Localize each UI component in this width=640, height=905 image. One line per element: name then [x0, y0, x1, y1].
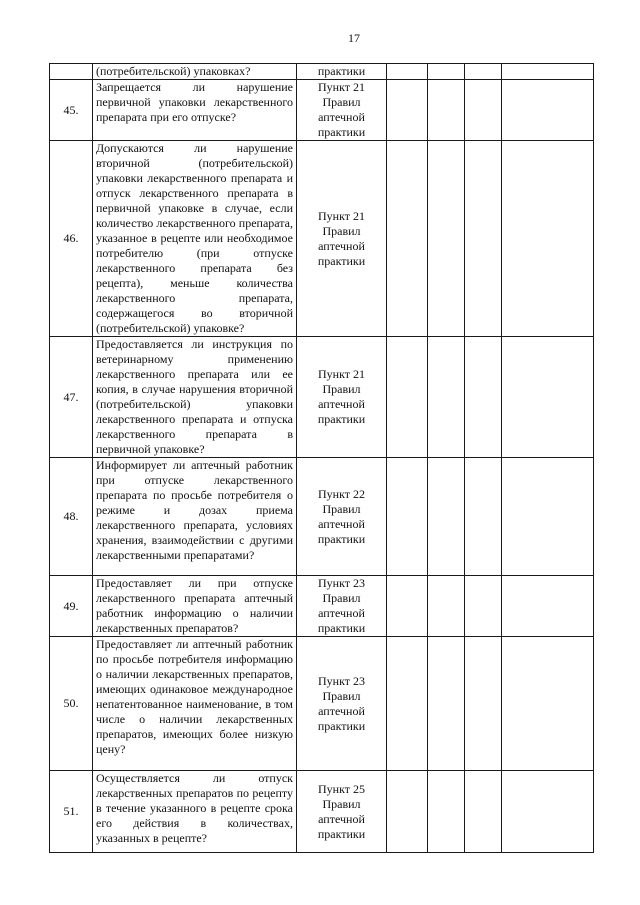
answer-cell	[387, 80, 428, 141]
item-number: 48.	[50, 458, 93, 576]
item-number: 49.	[50, 576, 93, 637]
item-number	[50, 64, 93, 80]
reference-line: Правил	[322, 591, 361, 605]
regulation-reference	[297, 576, 387, 637]
reference-line: аптечной	[318, 811, 365, 826]
answer-cell	[465, 337, 502, 458]
reference-line: практики	[317, 412, 366, 426]
regulation-reference	[297, 458, 387, 576]
reference-line: Пункт 21	[317, 208, 365, 223]
checklist-rows	[50, 64, 594, 853]
regulation-reference	[297, 637, 387, 771]
answer-cell	[502, 458, 594, 576]
reference-line: Пункт 25	[317, 781, 365, 796]
requirement-question: (потребительской) упаковках?	[93, 64, 297, 80]
table-row	[50, 637, 594, 771]
answer-cell	[465, 141, 502, 337]
requirement-question: Запрещается ли нарушение первичной упаковки лекарственного препарата при его отпуске?	[93, 80, 297, 141]
reference-line: Правил	[322, 382, 361, 396]
answer-cell	[428, 576, 465, 637]
answer-cell	[428, 64, 465, 80]
regulation-reference	[297, 80, 387, 141]
item-number: 47.	[50, 337, 93, 458]
answer-cell	[387, 576, 428, 637]
answer-cell	[387, 771, 428, 853]
table-row	[50, 80, 594, 141]
reference-line: Правил	[322, 501, 361, 516]
regulation-reference	[297, 771, 387, 853]
answer-cell	[387, 458, 428, 576]
answer-cell	[428, 80, 465, 141]
table-row	[50, 576, 594, 637]
reference-line: практики	[317, 64, 366, 78]
requirement-question: Предоставляется ли инструкция по ветеринарному применению лекарственного препарата или ее копия, в случае нарушения вторичной (потребительской) упаковки лекарственного препарата и отпуска лекарственного препарата в первичной упаковке?	[93, 337, 297, 458]
answer-cell	[465, 80, 502, 141]
requirement-question: Осуществляется ли отпуск лекарственных препаратов по рецепту в течение указанного в рецепте срока его действия в количествах, указанных в рецепте?	[93, 771, 297, 853]
answer-cell	[465, 458, 502, 576]
answer-cell	[465, 637, 502, 771]
reference-line: практики	[317, 531, 366, 546]
answer-cell	[502, 337, 594, 458]
answer-cell	[502, 141, 594, 337]
table-row	[50, 458, 594, 576]
reference-line: Пункт 23	[317, 576, 365, 590]
answer-cell	[465, 771, 502, 853]
reference-line: практики	[317, 253, 366, 268]
reference-line: Пункт 21	[317, 80, 365, 94]
regulation-reference	[297, 337, 387, 458]
regulation-reference	[297, 141, 387, 337]
answer-cell	[502, 80, 594, 141]
requirement-question: Предоставляет ли аптечный работник по просьбе потребителя информацию о наличии лекарственных препаратов, имеющих одинаковое международное непатентованное наименование, в том числе о наличии лекарственных препаратов, имеющих более низкую цену?	[93, 637, 297, 771]
answer-cell	[502, 637, 594, 771]
item-number: 51.	[50, 771, 93, 853]
answer-cell	[428, 458, 465, 576]
reference-line: Пункт 23	[317, 673, 365, 688]
answer-cell	[387, 337, 428, 458]
item-number: 45.	[50, 80, 93, 141]
answer-cell	[428, 771, 465, 853]
answer-cell	[387, 64, 428, 80]
page-number: 17	[348, 31, 360, 45]
answer-cell	[428, 637, 465, 771]
reference-line: Правил	[322, 796, 361, 811]
reference-line: практики	[317, 826, 366, 841]
reference-line: Правил	[322, 223, 361, 238]
answer-cell	[502, 576, 594, 637]
reference-line: практики	[317, 125, 366, 139]
answer-cell	[502, 771, 594, 853]
answer-cell	[502, 64, 594, 80]
checklist-table	[49, 63, 594, 853]
requirement-question: Допускаются ли нарушение вторичной (потребительской) упаковки лекарственного препарата и отпуск лекарственного препарата в первичной упаковке в случае, если количество лекарственного препарата, указанное в рецепте или необходимое потребителю (при отпуске лекарственного препарата без рецепта), меньше количества лекарственного препарата, содержащегося во вторичной (потребительской) упаковке?	[93, 141, 297, 337]
item-number: 50.	[50, 637, 93, 771]
requirement-question: Предоставляет ли при отпуске лекарственного препарата аптечный работник информацию о наличии лекарственных препаратов?	[93, 576, 297, 637]
reference-line: аптечной	[318, 397, 365, 411]
reference-line: Правил	[322, 95, 361, 109]
reference-line: аптечной	[318, 703, 365, 718]
reference-line: практики	[317, 718, 366, 733]
table-row	[50, 64, 594, 80]
answer-cell	[465, 576, 502, 637]
table-row	[50, 771, 594, 853]
answer-cell	[387, 141, 428, 337]
requirement-question: Информирует ли аптечный работник при отпуске лекарственного препарата по просьбе потребителя о режиме и дозах приема лекарственного препарата, условиях хранения, взаимодействии с другими лекарственными препаратами?	[93, 458, 297, 576]
table-row	[50, 337, 594, 458]
answer-cell	[428, 337, 465, 458]
reference-line: Пункт 22	[317, 486, 365, 501]
reference-line: Пункт 21	[317, 367, 365, 381]
reference-line: аптечной	[318, 606, 365, 620]
reference-line: аптечной	[318, 110, 365, 124]
regulation-reference	[297, 64, 387, 80]
answer-cell	[428, 141, 465, 337]
table-row	[50, 141, 594, 337]
answer-cell	[387, 637, 428, 771]
reference-line: практики	[317, 621, 366, 635]
item-number: 46.	[50, 141, 93, 337]
reference-line: аптечной	[318, 516, 365, 531]
answer-cell	[465, 64, 502, 80]
reference-line: Правил	[322, 688, 361, 703]
reference-line: аптечной	[318, 238, 365, 253]
